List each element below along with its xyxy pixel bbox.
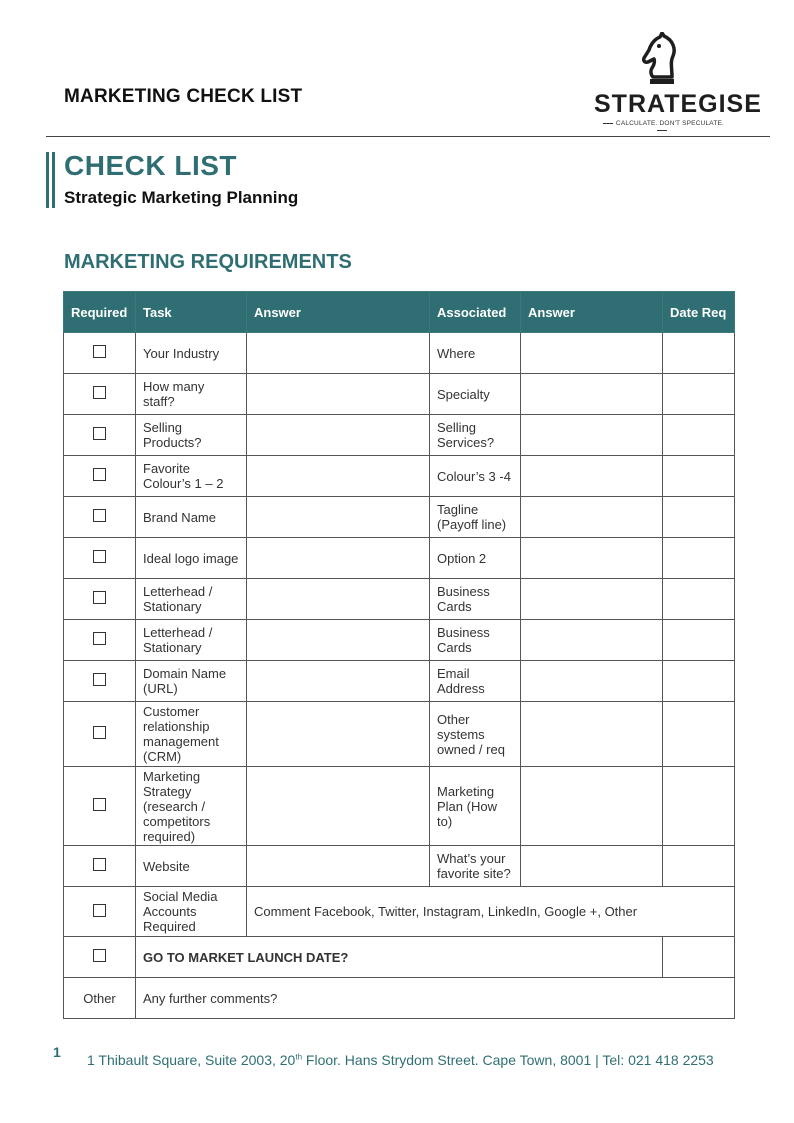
associated-answer-field[interactable] <box>521 415 663 456</box>
checklist-subtitle: Strategic Marketing Planning <box>64 188 299 207</box>
required-cell <box>64 456 136 497</box>
associated-cell: Tagline (Payoff line) <box>430 497 521 538</box>
task-cell: Ideal logo image <box>136 538 247 579</box>
required-cell <box>64 702 136 767</box>
requirements-table <box>63 291 735 1019</box>
required-cell <box>64 767 136 846</box>
task-cell: Social Media Accounts Required <box>136 887 247 937</box>
table-row <box>64 620 735 661</box>
associated-cell: Specialty <box>430 374 521 415</box>
table-row <box>64 661 735 702</box>
table-row <box>64 579 735 620</box>
table-row <box>64 333 735 374</box>
footer-address <box>87 1052 714 1068</box>
accent-bar <box>52 152 55 208</box>
table-row <box>64 538 735 579</box>
table-row <box>64 374 735 415</box>
table-row <box>64 767 735 846</box>
date-required-field[interactable] <box>663 767 735 846</box>
associated-cell: Other systems owned / req <box>430 702 521 767</box>
table-row <box>64 846 735 887</box>
associated-answer-field[interactable] <box>521 846 663 887</box>
date-required-field[interactable] <box>663 579 735 620</box>
column-header: Answer <box>521 292 663 333</box>
required-cell <box>64 579 136 620</box>
answer-field[interactable] <box>247 661 430 702</box>
associated-answer-field[interactable] <box>521 661 663 702</box>
table-header-row <box>64 292 735 333</box>
task-cell: Your Industry <box>136 333 247 374</box>
date-required-field[interactable] <box>663 620 735 661</box>
required-cell <box>64 415 136 456</box>
footer-address-part: Floor. Hans Strydom Street. Cape Town, 8001 | Tel: 021 418 2253 <box>302 1052 714 1068</box>
task-cell: Domain Name (URL) <box>136 661 247 702</box>
answer-field[interactable] <box>247 620 430 661</box>
column-header: Task <box>136 292 247 333</box>
table-row <box>64 415 735 456</box>
required-checkbox[interactable] <box>93 468 106 481</box>
required-checkbox[interactable] <box>93 550 106 563</box>
further-comments-field[interactable]: Any further comments? <box>136 978 735 1019</box>
associated-cell: Business Cards <box>430 579 521 620</box>
associated-cell: Selling Services? <box>430 415 521 456</box>
date-required-field[interactable] <box>663 456 735 497</box>
answer-field[interactable] <box>247 456 430 497</box>
date-required-field[interactable] <box>663 538 735 579</box>
social-media-comment-field[interactable]: Comment Facebook, Twitter, Instagram, LinkedIn, Google +, Other <box>247 887 735 937</box>
date-required-field[interactable] <box>663 497 735 538</box>
required-checkbox[interactable] <box>93 798 106 811</box>
page-number: 1 <box>53 1044 61 1060</box>
associated-cell: Option 2 <box>430 538 521 579</box>
required-checkbox[interactable] <box>93 591 106 604</box>
associated-cell: Business Cards <box>430 620 521 661</box>
answer-field[interactable] <box>247 415 430 456</box>
associated-cell: Marketing Plan (How to) <box>430 767 521 846</box>
table-row-launch-date <box>64 937 735 978</box>
launch-date-label: GO TO MARKET LAUNCH DATE? <box>136 937 663 978</box>
associated-answer-field[interactable] <box>521 702 663 767</box>
date-required-field[interactable] <box>663 333 735 374</box>
required-cell <box>64 887 136 937</box>
associated-answer-field[interactable] <box>521 767 663 846</box>
associated-answer-field[interactable] <box>521 333 663 374</box>
logo-wordmark: STRATEGISE <box>594 90 762 118</box>
answer-field[interactable] <box>247 579 430 620</box>
task-cell: Customer relationship management (CRM) <box>136 702 247 767</box>
required-checkbox[interactable] <box>93 726 106 739</box>
required-checkbox[interactable] <box>93 509 106 522</box>
required-cell <box>64 333 136 374</box>
answer-field[interactable] <box>247 767 430 846</box>
required-checkbox[interactable] <box>93 673 106 686</box>
associated-answer-field[interactable] <box>521 620 663 661</box>
table-row <box>64 702 735 767</box>
date-required-field[interactable] <box>663 846 735 887</box>
answer-field[interactable] <box>247 846 430 887</box>
document-header-title: MARKETING CHECK LIST <box>64 86 303 107</box>
answer-field[interactable] <box>247 333 430 374</box>
required-cell <box>64 937 136 978</box>
required-cell <box>64 374 136 415</box>
answer-field[interactable] <box>247 497 430 538</box>
chess-knight-icon <box>640 32 684 88</box>
associated-answer-field[interactable] <box>521 374 663 415</box>
task-cell: Brand Name <box>136 497 247 538</box>
associated-answer-field[interactable] <box>521 456 663 497</box>
launch-date-field[interactable] <box>663 937 735 978</box>
associated-cell: Where <box>430 333 521 374</box>
table-row <box>64 456 735 497</box>
required-checkbox[interactable] <box>93 858 106 871</box>
task-cell: How many staff? <box>136 374 247 415</box>
required-cell <box>64 620 136 661</box>
task-cell: Favorite Colour’s 1 – 2 <box>136 456 247 497</box>
task-cell: Letterhead / Stationary <box>136 579 247 620</box>
required-checkbox[interactable] <box>93 386 106 399</box>
other-label: Other <box>64 978 136 1019</box>
answer-field[interactable] <box>247 538 430 579</box>
associated-answer-field[interactable] <box>521 497 663 538</box>
section-title: MARKETING REQUIREMENTS <box>64 251 352 273</box>
logo-tagline: CALCULATE. DON'T SPECULATE. <box>594 120 730 134</box>
required-cell <box>64 661 136 702</box>
required-cell <box>64 538 136 579</box>
column-header: Date Req <box>663 292 735 333</box>
column-header: Required <box>64 292 136 333</box>
answer-field[interactable] <box>247 702 430 767</box>
accent-bar <box>46 152 49 208</box>
required-checkbox[interactable] <box>93 904 106 917</box>
date-required-field[interactable] <box>663 374 735 415</box>
required-checkbox[interactable] <box>93 949 106 962</box>
date-required-field[interactable] <box>663 702 735 767</box>
required-checkbox[interactable] <box>93 345 106 358</box>
table-row <box>64 497 735 538</box>
task-cell: Letterhead / Stationary <box>136 620 247 661</box>
footer-address-part: 1 Thibault Square, Suite 2003, 20 <box>87 1052 296 1068</box>
associated-answer-field[interactable] <box>521 538 663 579</box>
company-logo <box>594 32 762 132</box>
task-cell: Marketing Strategy (research / competitors required) <box>136 767 247 846</box>
task-cell: Website <box>136 846 247 887</box>
footer-address-superscript: th <box>295 1052 303 1062</box>
associated-answer-field[interactable] <box>521 579 663 620</box>
associated-cell: What’s your favorite site? <box>430 846 521 887</box>
answer-field[interactable] <box>247 374 430 415</box>
required-cell <box>64 846 136 887</box>
required-checkbox[interactable] <box>93 632 106 645</box>
header-divider <box>46 136 770 137</box>
associated-cell: Email Address <box>430 661 521 702</box>
checklist-title: CHECK LIST <box>64 150 237 181</box>
table-row-social-media <box>64 887 735 937</box>
column-header: Answer <box>247 292 430 333</box>
table-row-other <box>64 978 735 1019</box>
task-cell: Selling Products? <box>136 415 247 456</box>
column-header: Associated <box>430 292 521 333</box>
date-required-field[interactable] <box>663 661 735 702</box>
required-cell <box>64 497 136 538</box>
required-checkbox[interactable] <box>93 427 106 440</box>
date-required-field[interactable] <box>663 415 735 456</box>
associated-cell: Colour’s 3 -4 <box>430 456 521 497</box>
